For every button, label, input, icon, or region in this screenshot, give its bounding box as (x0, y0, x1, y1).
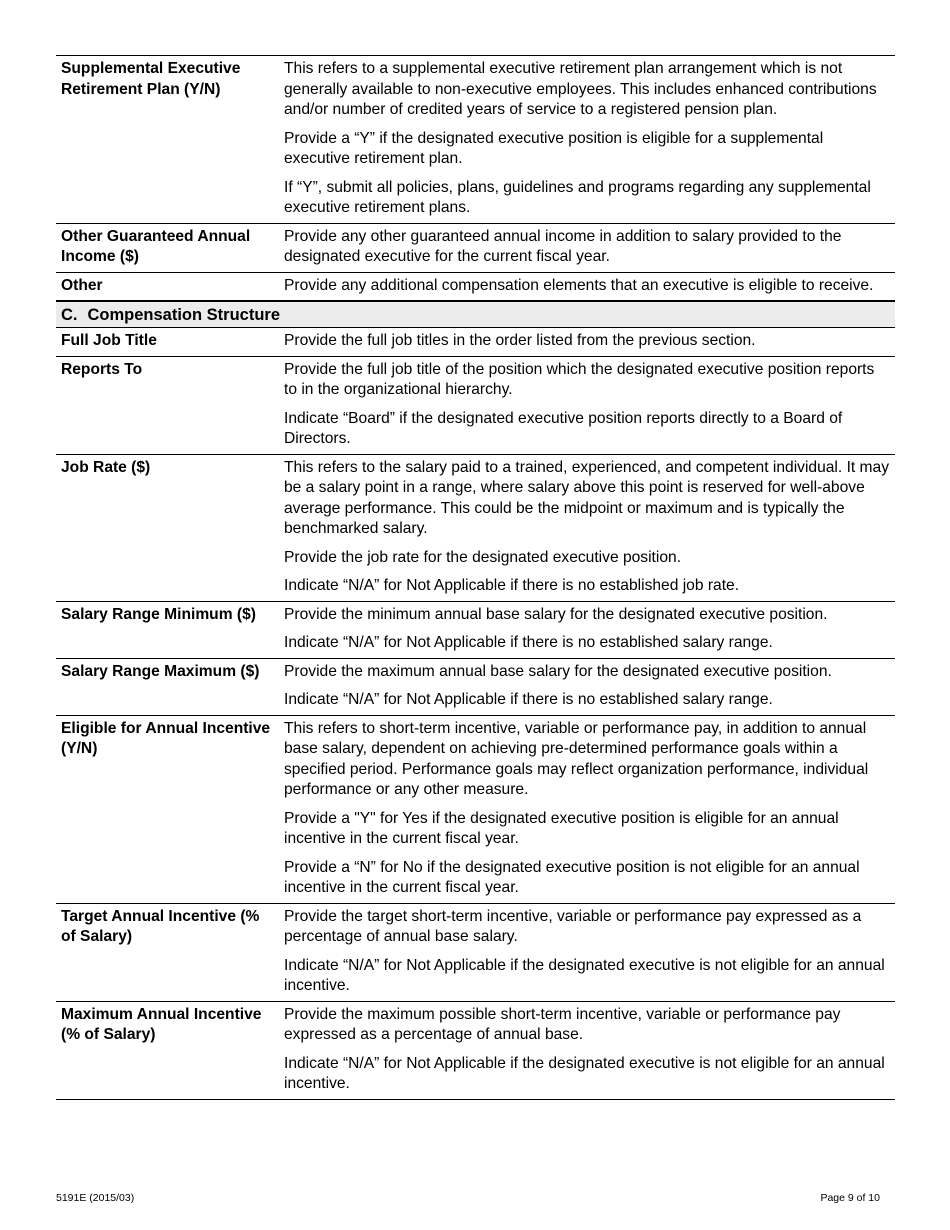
term-label: Salary Range Maximum ($) (56, 658, 278, 715)
term-description (278, 356, 895, 454)
term-label: Other Guaranteed Annual Income ($) (56, 223, 278, 272)
definitions-part2 (56, 328, 895, 1100)
definition-row (56, 56, 895, 224)
term-description (278, 658, 895, 715)
description-paragraph: Provide a "Y" for Yes if the designated executive position is eligible for an annual incentive in the current fiscal year. (284, 809, 839, 847)
description-paragraph: This refers to the salary paid to a trained, experienced, and competent individual. It may be a salary point in a range, where salary above this point is reserved for well-above average performance. This could be the midpoint or maximum and is typically the benchmarked salary. (284, 458, 890, 537)
term-label: Other (56, 272, 278, 301)
definition-row (56, 454, 895, 601)
definition-row (56, 356, 895, 454)
term-label: Salary Range Minimum ($) (56, 601, 278, 658)
description-paragraph: Indicate “N/A” for Not Applicable if the designated executive is not eligible for an annual incentive. (284, 1054, 885, 1092)
term-description (278, 328, 895, 357)
definition-row (56, 715, 895, 903)
description-paragraph: Provide the full job title of the position which the designated executive position reports to in the organizational hierarchy. (284, 360, 875, 398)
description-paragraph: Indicate “N/A” for Not Applicable if there is no established job rate. (284, 577, 740, 594)
description-paragraph: Provide the job rate for the designated executive position. (284, 548, 682, 566)
definition-row (56, 1001, 895, 1099)
description-paragraph: Indicate “N/A” for Not Applicable if there is no established salary range. (284, 634, 773, 651)
section-title: Compensation Structure (87, 306, 281, 324)
term-label: Job Rate ($) (56, 454, 278, 601)
description-paragraph: Provide the full job titles in the order listed from the previous section. (284, 332, 756, 349)
description-paragraph: Indicate “N/A” for Not Applicable if there is no established salary range. (284, 691, 773, 708)
term-description (278, 454, 895, 601)
section-letter: C. (61, 306, 78, 324)
term-label: Maximum Annual Incentive (% of Salary) (56, 1001, 278, 1099)
definitions-table (56, 55, 895, 1100)
term-label: Eligible for Annual Incentive (Y/N) (56, 715, 278, 903)
description-paragraph: Provide the minimum annual base salary for the designated executive position. (284, 605, 828, 623)
description-paragraph: Indicate “N/A” for Not Applicable if the designated executive is not eligible for an annual incentive. (284, 956, 885, 994)
term-label: Full Job Title (56, 328, 278, 357)
description-paragraph: Provide the maximum possible short-term incentive, variable or performance pay expressed as a percentage of annual base. (284, 1005, 841, 1043)
definition-row (56, 328, 895, 357)
term-label: Supplemental Executive Retirement Plan (Y/N) (56, 56, 278, 224)
term-label: Reports To (56, 356, 278, 454)
description-paragraph: Provide the target short-term incentive, variable or performance pay expressed as a percentage of annual base salary. (284, 907, 862, 945)
definition-row (56, 272, 895, 301)
term-description (278, 903, 895, 1001)
definition-row (56, 903, 895, 1001)
definition-row (56, 658, 895, 715)
term-description (278, 1001, 895, 1099)
term-description (278, 601, 895, 658)
description-paragraph: This refers to a supplemental executive retirement plan arrangement which is not generally available to non-executive employees. This includes enhanced contributions and/or number of credited years of service to a registered pension plan. (284, 60, 877, 118)
description-paragraph: Provide a “Y” if the designated executive position is eligible for a supplemental executive retirement plan. (284, 129, 824, 167)
term-description (278, 715, 895, 903)
description-paragraph: Provide a “N” for No if the designated executive position is not eligible for an annual incentive in the current fiscal year. (284, 858, 860, 896)
document-page (56, 55, 895, 1100)
description-paragraph: Indicate “Board” if the designated executive position reports directly to a Board of Directors. (284, 409, 843, 447)
description-paragraph: Provide the maximum annual base salary for the designated executive position. (284, 662, 832, 680)
term-description (278, 56, 895, 224)
definition-row (56, 223, 895, 272)
description-paragraph: Provide any additional compensation elements that an executive is eligible to receive. (284, 276, 874, 294)
description-paragraph: Provide any other guaranteed annual income in addition to salary provided to the designated executive for the current fiscal year. (284, 227, 842, 265)
description-paragraph: This refers to short-term incentive, variable or performance pay, in addition to annual base salary, dependent on achieving pre-determined performance goals within a specified period. Performance goals may reflect organization performance, individual performance or any other measure. (284, 719, 869, 798)
term-description (278, 272, 895, 301)
term-description (278, 223, 895, 272)
form-number: 5191E (2015/03) (56, 1192, 135, 1204)
definitions-part1 (56, 56, 895, 302)
term-label: Target Annual Incentive (% of Salary) (56, 903, 278, 1001)
section-header (56, 301, 895, 328)
definition-row (56, 601, 895, 658)
page-number: Page 9 of 10 (820, 1192, 880, 1204)
description-paragraph: If “Y”, submit all policies, plans, guidelines and programs regarding any supplemental executive retirement plans. (284, 178, 871, 216)
